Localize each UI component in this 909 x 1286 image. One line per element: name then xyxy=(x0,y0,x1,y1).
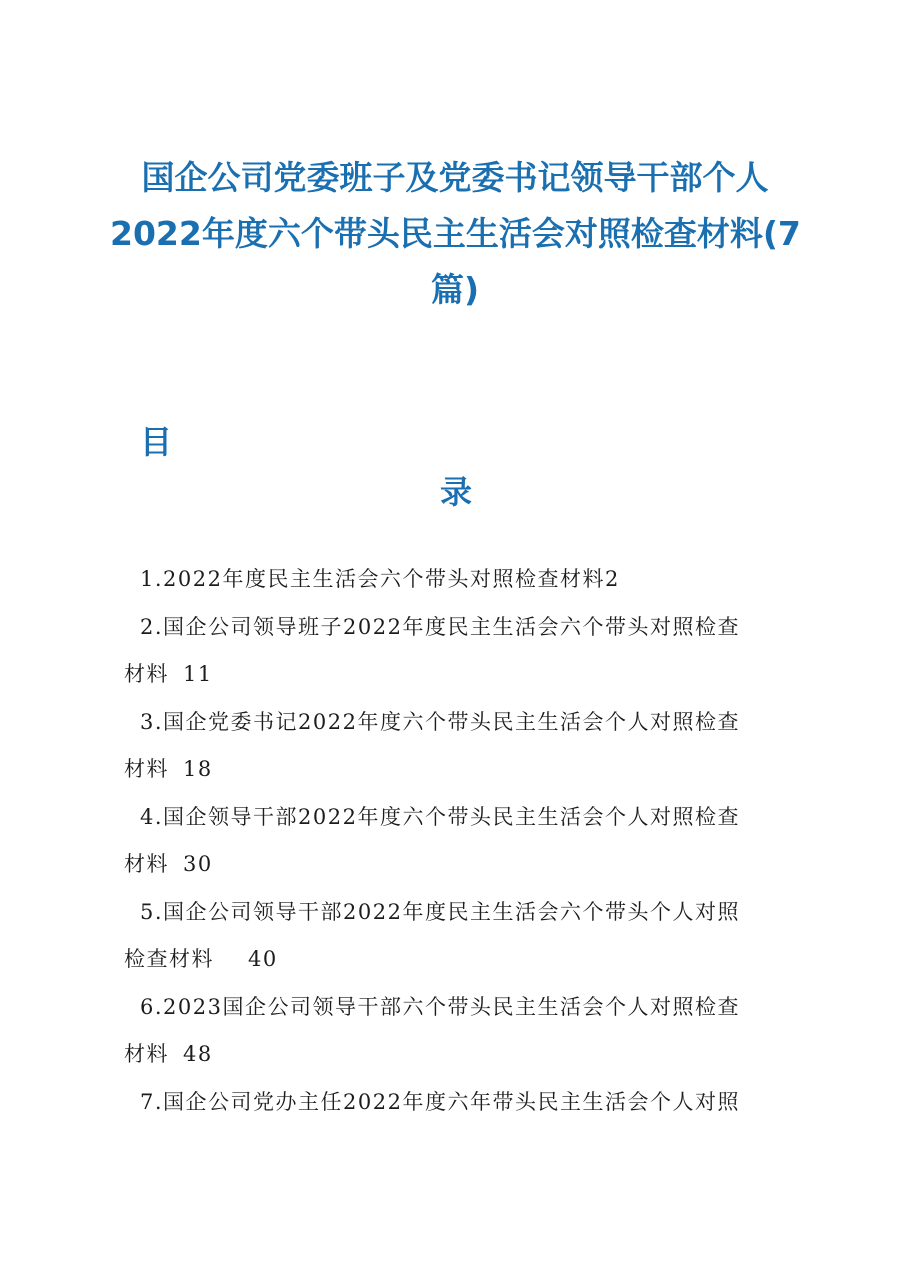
toc-page-number: 30 xyxy=(183,852,213,876)
toc-entry-text: 1.2022年度民主生活会六个带头对照检查材料2 xyxy=(140,567,620,591)
table-of-contents xyxy=(124,556,804,1126)
toc-entry-7[interactable] xyxy=(124,1079,804,1127)
toc-page-number: 11 xyxy=(183,662,213,686)
toc-entry-text: 6.2023国企公司领导干部六个带头民主生活会个人对照检查 xyxy=(140,994,740,1019)
toc-page-number: 48 xyxy=(183,1042,213,1066)
toc-entry-continuation xyxy=(124,936,804,984)
toc-entry-text: 7.国企公司党办主任2022年度六年带头民主生活会个人对照 xyxy=(140,1089,740,1114)
toc-entry-continuation xyxy=(124,651,804,699)
toc-heading-part-2: 录 xyxy=(440,473,473,511)
toc-entry-text-cont: 材料 xyxy=(124,852,169,876)
toc-heading-part-1: 目 xyxy=(140,423,173,461)
toc-entry-4[interactable] xyxy=(124,794,804,889)
toc-entry-text-cont: 材料 xyxy=(124,1042,169,1066)
toc-entry-text-cont: 材料 xyxy=(124,757,169,781)
toc-entry-3[interactable] xyxy=(124,699,804,794)
toc-page-number: 18 xyxy=(183,757,213,781)
toc-entry-text: 2.国企公司领导班子2022年度民主生活会六个带头对照检查 xyxy=(140,614,740,639)
toc-page-number: 40 xyxy=(248,947,278,971)
toc-entry-text-cont: 材料 xyxy=(124,662,169,686)
toc-entry-continuation xyxy=(124,746,804,794)
toc-entry-text-cont: 检查材料 xyxy=(124,947,214,971)
toc-entry-continuation xyxy=(124,1031,804,1079)
toc-entry-1[interactable] xyxy=(124,556,804,604)
toc-entry-text: 4.国企领导干部2022年度六个带头民主生活会个人对照检查 xyxy=(140,804,740,829)
title-line-2: 2022年度六个带头民主生活会对照检查材料(7 xyxy=(110,214,801,253)
title-line-3: 篇) xyxy=(430,270,480,309)
toc-entry-5[interactable] xyxy=(124,889,804,984)
document-title xyxy=(110,150,800,318)
toc-entry-text: 5.国企公司领导干部2022年度民主生活会六个带头个人对照 xyxy=(140,899,740,924)
title-line-1: 国企公司党委班子及党委书记领导干部个人 xyxy=(141,158,769,197)
toc-entry-6[interactable] xyxy=(124,984,804,1079)
toc-entry-text: 3.国企党委书记2022年度六个带头民主生活会个人对照检查 xyxy=(140,709,740,734)
toc-entry-continuation xyxy=(124,841,804,889)
toc-entry-2[interactable] xyxy=(124,604,804,699)
